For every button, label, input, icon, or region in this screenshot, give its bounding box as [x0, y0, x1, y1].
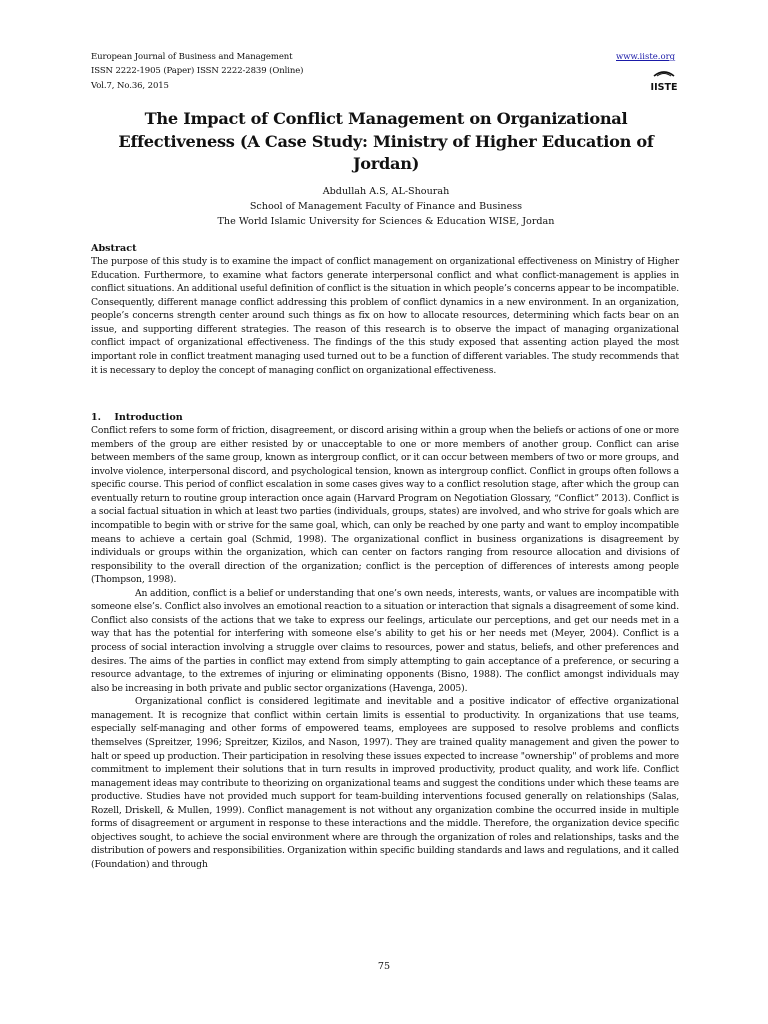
intro-paragraph-1: Conflict refers to some form of friction, disagreement, or discord arising within a group when the beliefs or actions of one or more members of the group are either resisted by or unacceptable to one or more members of another group. Conflict can arise between members of the same group, known as intergroup conflict, or it can occur between members of two or more groups, and involve violence, interpersonal discord, and psychological tension, known as intergroup conflict. Conflict in groups often follows a specific course. This period of conflict escalation in some cases gives way to a conflict resolution stage, after which the group can eventually return to routine group interaction once again (Harvard Program on Negotiation Glossary, “Conflict” 2013). Conflict is a social factual situation in which at least two parties (individuals, groups, states) are involved, and who strive for goals which are incompatible to begin with or strive for the same goal, which, can only be reached by one party and want to employ incompatible means to achieve a certain goal (Schmid, 1998). The organizational conflict in business organizations is disagreement by individuals or groups within the organization, which can center on factors ranging from resource allocation and divisions of responsibility to the overall direction of the organization; conflict is the perception of differences of interests among people (Thompson, 1998). — [91, 425, 679, 586]
author-name: Abdullah A.S, AL-Shourah — [322, 186, 450, 197]
intro-paragraph-3: Organizational conflict is considered legitimate and inevitable and a positive indicator of effective organizational management. It is recognize that conflict within certain limits is essential to productivity. In organizations that use teams, especially self-managing and other forms of empowered teams, employees are supposed to resolve problems and conflicts themselves (Spreitzer, 1996; Spreitzer, Kizilos, and Nason, 1997). They are trained quality management and given the power to halt or speed up production. Their participation in resolving these issues expected to increase "ownership" of problems and more commitment to implement their solutions that in turn results in improved productivity, product quality, and work life. Conflict management ideas may contribute to theorizing on organizational teams and suggest the conditions under which these teams are productive. Studies have not provided much support for team-building interventions focused generally on relationships (Salas, Rozell, Driskell, & Mullen, 1999). Conflict management is not without any organization combine the occurred inside in multiple forms of disagreement or argument in response to these interactions and the middle. Therefore, the organization device specific objectives sought, to achieve the social environment where are through the organization of roles and relationships, tasks and the distribution of powers and responsibilities. Organization within specific building standards and laws and regulations, and it called (Foundation) and through — [91, 696, 679, 870]
introduction-heading: 1. Introduction — [91, 412, 183, 423]
introduction-body — [91, 424, 679, 872]
issn-line: ISSN 2222-1905 (Paper) ISSN 2222-2839 (Online) — [91, 66, 304, 76]
iiste-logo — [650, 66, 678, 94]
volume-line: Vol.7, No.36, 2015 — [91, 81, 169, 91]
affiliation-line-2: The World Islamic University for Sciences & Education WISE, Jordan — [217, 216, 555, 227]
intro-paragraph-2: An addition, conflict is a belief or understanding that one’s own needs, interests, wants, or values are incompatible with someone else’s. Conflict also involves an emotional reaction to a situation or interaction that signals a disagreement of some kind. Conflict also consists of the actions that we take to express our feelings, articulate our perceptions, and get our needs met in a way that has the potential for interfering with someone else’s ability to get his or her needs met (Meyer, 2004). Conflict is a process of social interaction involving a struggle over claims to resources, power and status, beliefs, and other preferences and desires. The aims of the parties in conflict may extend from simply attempting to gain acceptance of a preference, or securing a resource advantage, to the extremes of injuring or eliminating opponents (Bisno, 1988). The conflict amongst individuals may also be increasing in both private and public sector organizations (Havenga, 2005). — [91, 587, 679, 694]
journal-name: European Journal of Business and Management — [91, 52, 293, 62]
affiliation-line-1: School of Management Faculty of Finance and Business — [249, 201, 523, 212]
logo-text: IISTE — [650, 82, 678, 93]
abstract-heading: Abstract — [91, 243, 137, 254]
abstract-text: The purpose of this study is to examine the impact of conflict management on organizational effectiveness on Ministry of Higher Education. Furthermore, to examine what factors generate interpersonal conflict and what conflict-management is applies in conflict situations. An additional useful definition of conflict is the situation in which people’s concerns appear to be incompatible. Consequently, different manage conflict addressing this problem of conflict dynamics in a new environment. In an organization, people’s concerns strength center around such things as fix on how to allocate resources, determining which facts bear on an issue, and supporting different strategies. The reason of this research is to observe the impact of managing organizational conflict impact of organizational effectiveness. The findings of the this study exposed that assenting action played the most important role in conflict treatment managing used turned out to be a function of different variables. The study recommends that it is necessary to deploy the concept of managing conflict on organizational effectiveness. — [91, 256, 679, 376]
page-number: 75 — [377, 961, 391, 972]
website-link[interactable]: www.iiste.org — [616, 52, 676, 62]
article-title: The Impact of Conflict Management on Organizational Effectiveness (A Case Study: Ministry of Higher Education of Jordan) — [118, 109, 654, 173]
